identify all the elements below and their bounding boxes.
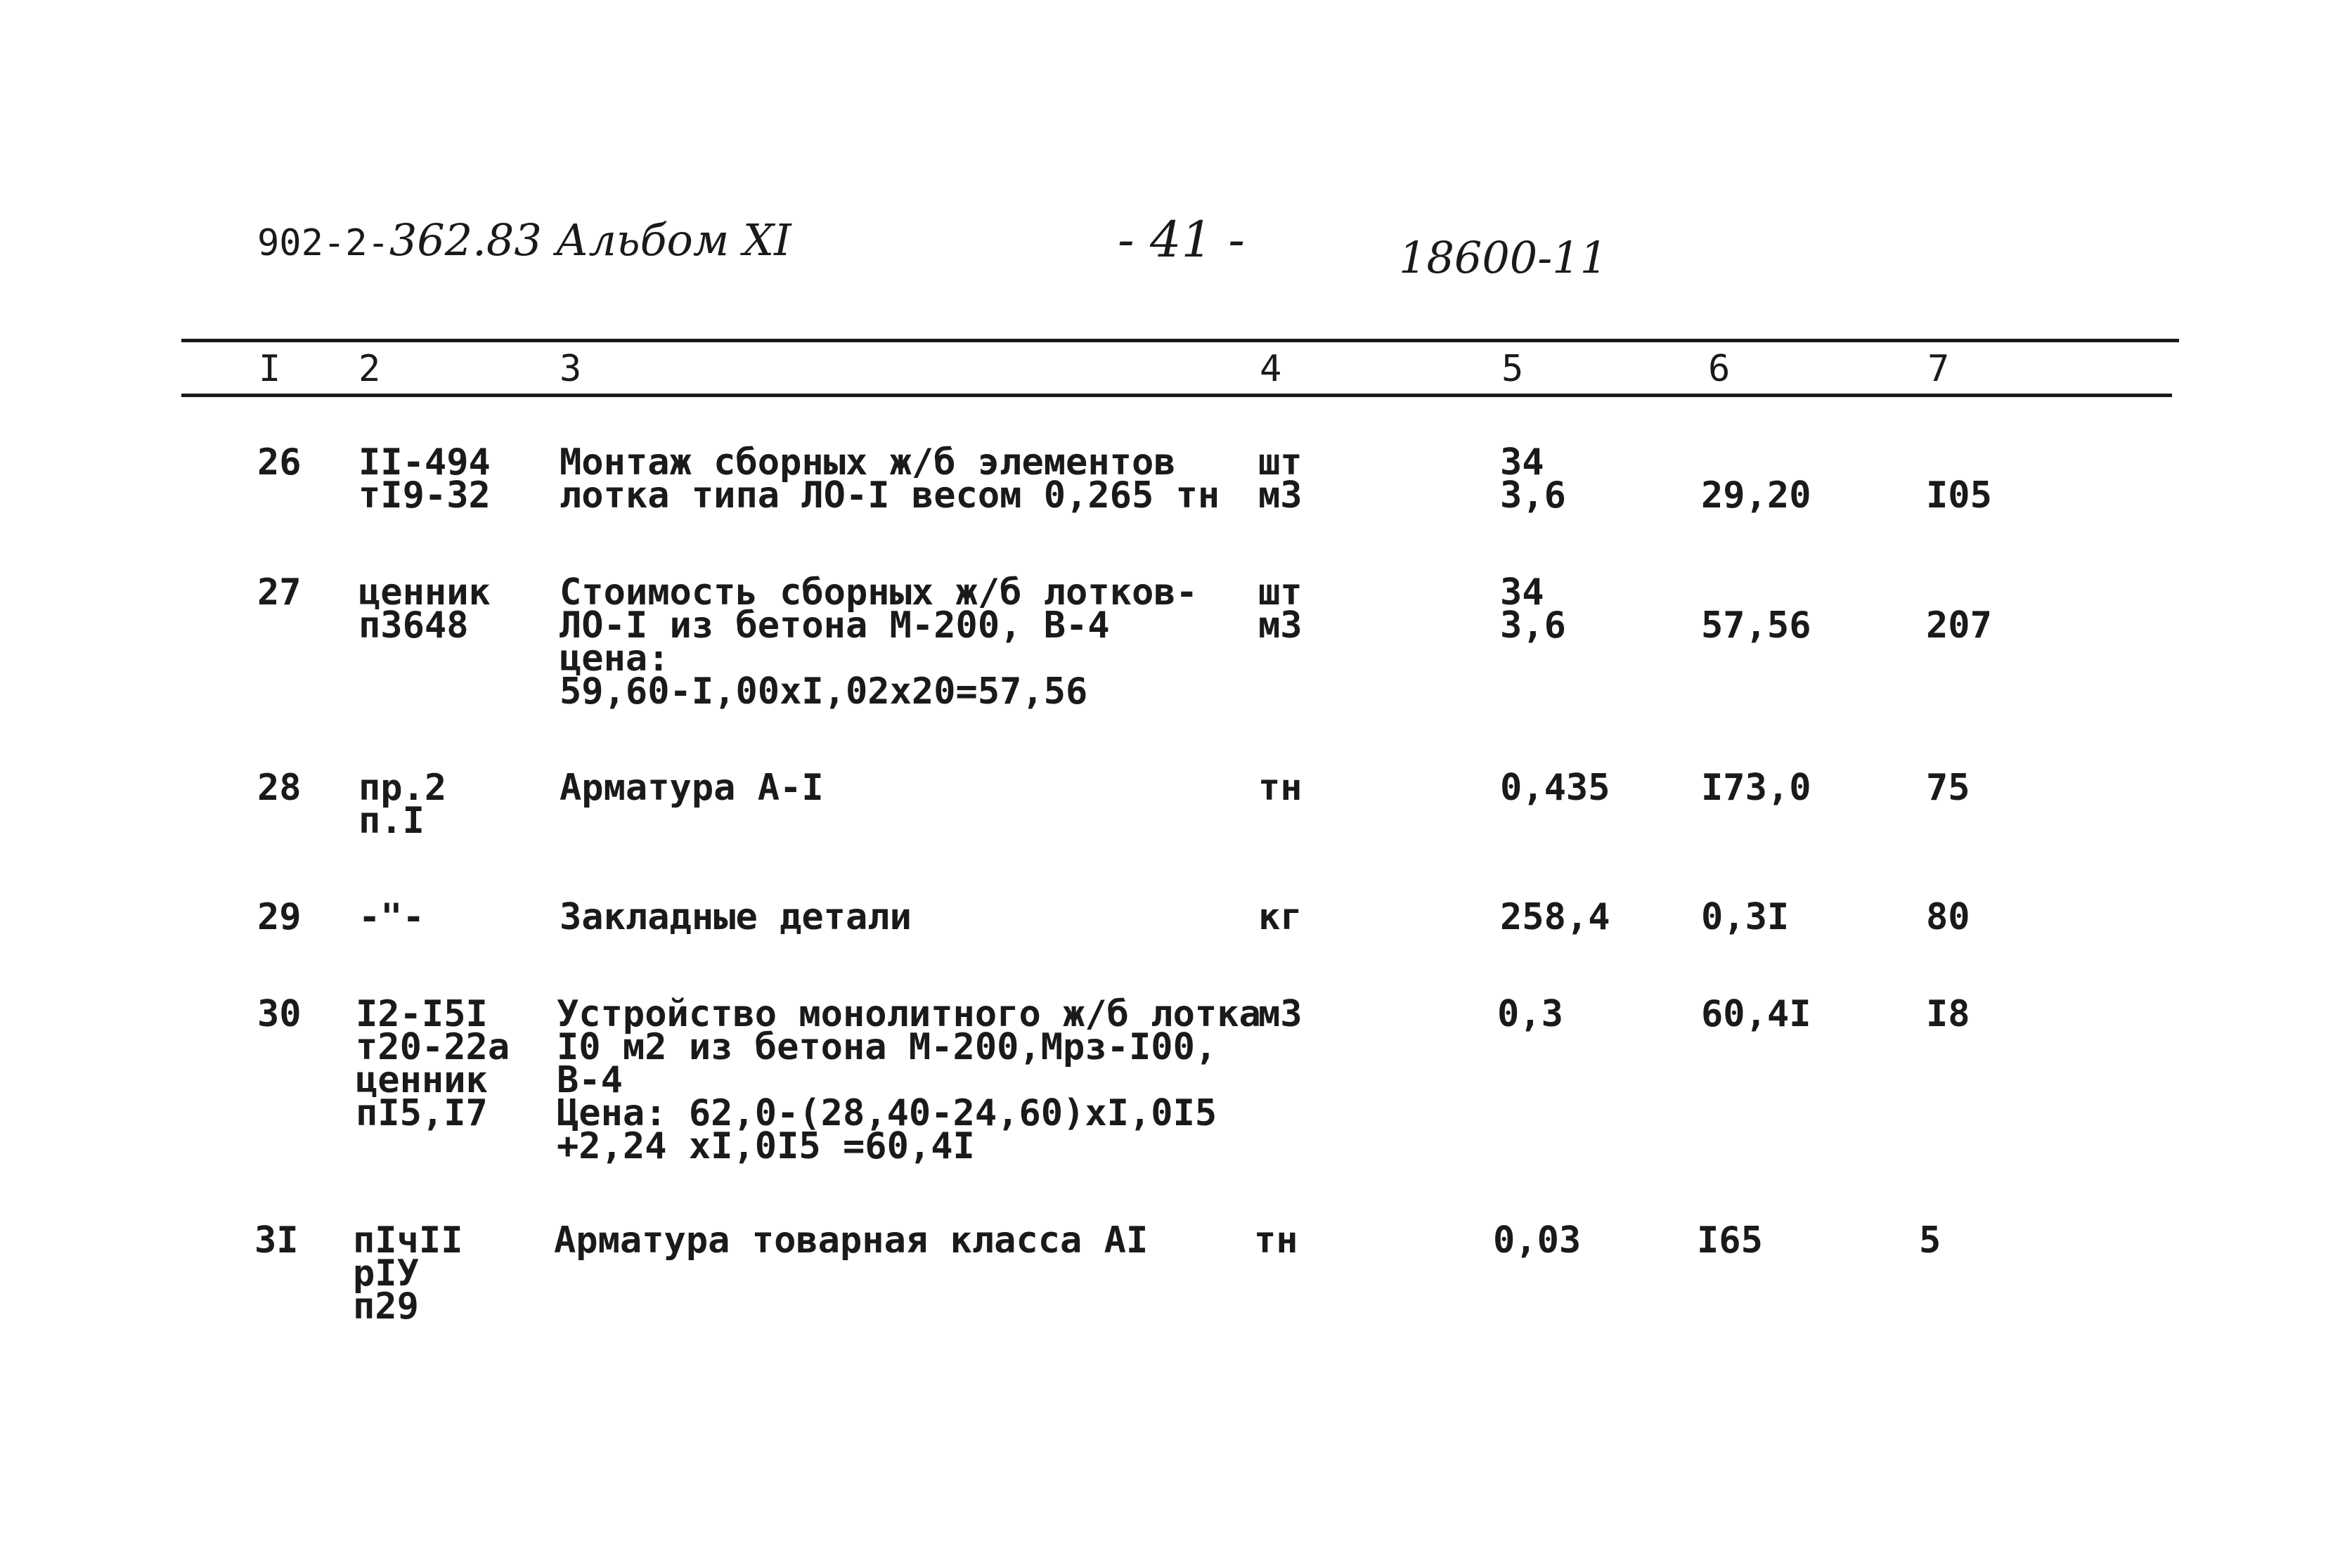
row-unit-price: I65 — [1697, 1219, 1763, 1262]
row-total: I8 — [1926, 993, 1970, 1035]
row-reference: I2-I5I т20-22а ценник пI5,I7 — [356, 993, 510, 1134]
row-unit: тн — [1258, 767, 1303, 809]
row-unit: тн — [1254, 1219, 1298, 1262]
row-unit: шт м3 — [1258, 441, 1303, 517]
row-quantity: 34 3,6 — [1500, 441, 1566, 517]
row-reference: пIчII рIУ п29 — [353, 1219, 463, 1328]
column-header-4: 4 — [1260, 348, 1282, 390]
row-description: Арматура А-I — [560, 767, 824, 809]
column-header-2: 2 — [358, 348, 381, 390]
row-number: 28 — [257, 767, 302, 809]
row-number: 30 — [257, 993, 302, 1035]
row-unit: м3 — [1258, 993, 1303, 1035]
row-quantity: 258,4 — [1500, 896, 1610, 938]
row-total: 75 — [1926, 767, 1970, 809]
page-number: - 41 - — [1118, 211, 1245, 268]
table-top-rule — [181, 339, 2179, 342]
row-number: 29 — [257, 896, 302, 938]
row-total: 207 — [1926, 604, 1992, 647]
document-code-printed: 902-2- — [257, 222, 389, 264]
column-header-6: 6 — [1708, 348, 1731, 390]
column-header-3: 3 — [560, 348, 582, 390]
row-number: 26 — [257, 441, 302, 484]
row-unit-price: 0,3I — [1701, 896, 1790, 938]
row-description: Закладные детали — [560, 896, 912, 938]
row-total: 5 — [1919, 1219, 1941, 1262]
row-reference: пр.2 п.I — [358, 767, 447, 842]
row-reference: II-494 тI9-32 — [358, 441, 491, 517]
row-unit-price: 57,56 — [1701, 604, 1811, 647]
row-description: Стоимость сборных ж/б лотков- ЛО-I из бетона М-200, В-4 цена: 59,60-I,00xI,02x20=57,56 — [560, 571, 1198, 713]
row-total: I05 — [1926, 474, 1992, 517]
column-header-5: 5 — [1501, 348, 1524, 390]
row-number: 27 — [257, 571, 302, 614]
document-code-handwritten: 362.83 Альбом XI — [389, 214, 791, 266]
row-description: Арматура товарная класса АI — [554, 1219, 1149, 1262]
row-unit-price: I73,0 — [1701, 767, 1811, 809]
row-reference: -"- — [358, 896, 425, 938]
row-unit: шт м3 — [1258, 571, 1303, 647]
sheet-code: 18600-11 — [1399, 232, 1608, 283]
row-unit-price: 60,4I — [1701, 993, 1811, 1035]
table-header-rule — [181, 394, 2172, 397]
row-quantity: 0,3 — [1497, 993, 1563, 1035]
column-header-7: 7 — [1927, 348, 1950, 390]
row-reference: ценник п3648 — [358, 571, 491, 647]
row-description: Устройство монолитного ж/б лотка I0 м2 из бетона М-200,Мрз-I00, В-4 Цена: 62,0-(28,40-24,60)xI,0I5 +2,24 xI,0I5 =60,4I — [557, 993, 1261, 1167]
row-total: 80 — [1926, 896, 1970, 938]
row-number: 3I — [254, 1219, 299, 1262]
row-unit-price: 29,20 — [1701, 474, 1811, 517]
column-header-1: I — [259, 348, 281, 390]
row-quantity: 34 3,6 — [1500, 571, 1566, 647]
row-description: Монтаж сборных ж/б элементов лотка типа ЛО-I весом 0,265 тн — [560, 441, 1220, 517]
document-code — [257, 214, 791, 266]
row-quantity: 0,435 — [1500, 767, 1610, 809]
row-unit: кг — [1258, 896, 1303, 938]
row-quantity: 0,03 — [1493, 1219, 1582, 1262]
